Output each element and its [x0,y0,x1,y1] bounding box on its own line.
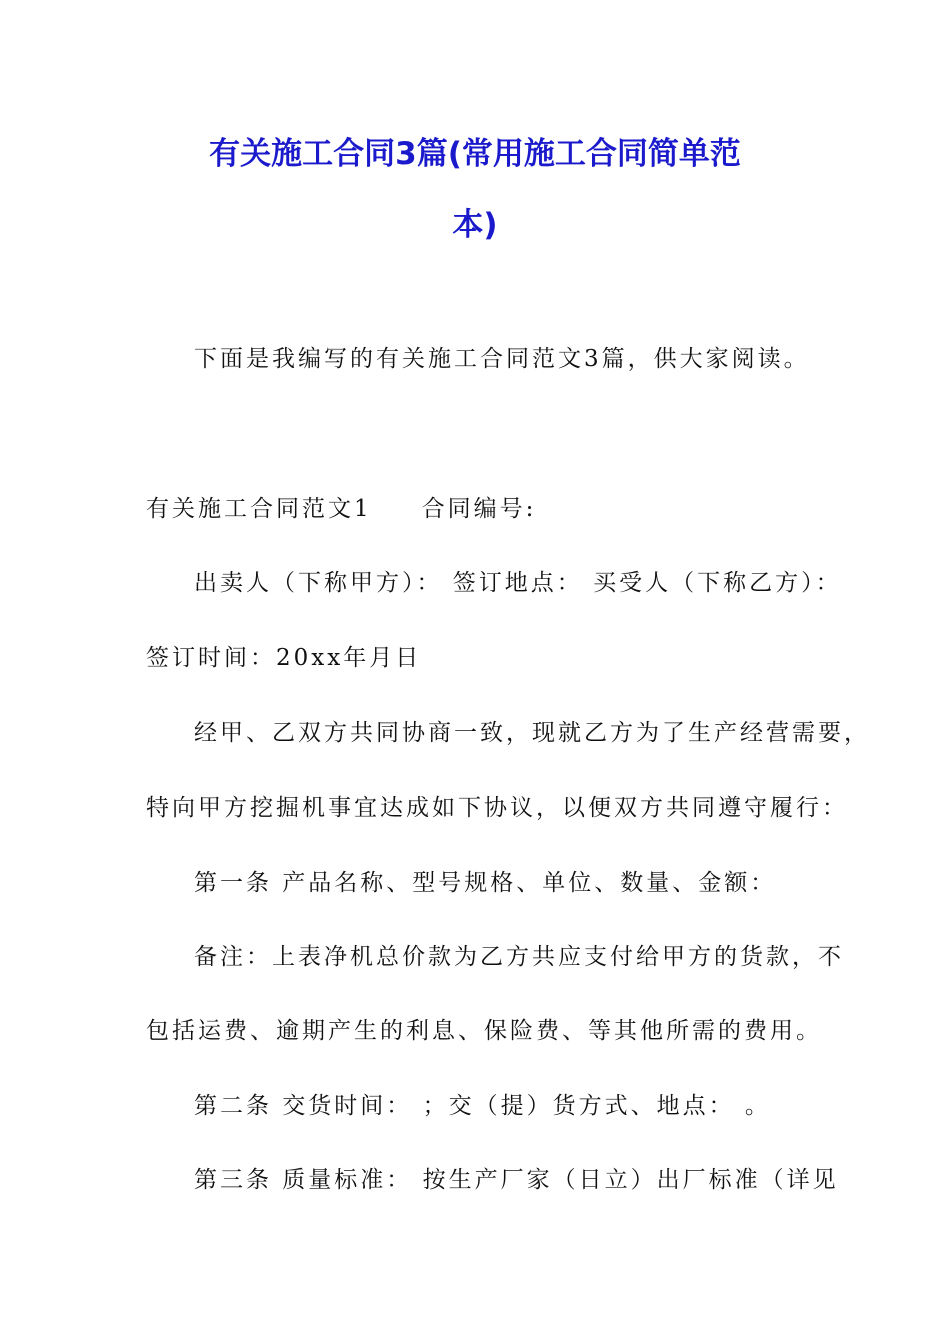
signing-time: 签订时间：20xx年月日 [146,645,422,671]
paragraph-1-line-1: 经甲、乙双方共同协商一致，现就乙方为了生产经营需要， [194,720,870,746]
section-heading-row [146,494,536,524]
remark-line-1: 备注：上表净机总价款为乙方共应支付给甲方的货款，不 [194,944,844,970]
parties-line: 出卖人（下称甲方）： 签订地点： 买受人（下称乙方）： [194,570,842,596]
section-heading: 有关施工合同范文1 [146,496,372,522]
contract-number-label: 合同编号: [421,496,537,522]
article-3: 第三条 质量标准： 按生产厂家（日立）出厂标准（详见 [194,1167,839,1193]
article-2: 第二条 交货时间： ；交（提）货方式、地点： 。 [194,1093,771,1119]
article-1: 第一条 产品名称、型号规格、单位、数量、金额： [194,870,777,896]
intro-paragraph: 下面是我编写的有关施工合同范文3篇，供大家阅读。 [194,346,810,372]
remark-line-2: 包括运费、逾期产生的利息、保险费、等其他所需的费用。 [146,1018,822,1044]
document-title-line-1: 有关施工合同3篇(常用施工合同简单范 [209,136,741,172]
document-title-line-2: 本) [452,207,498,243]
paragraph-1-line-2: 特向甲方挖掘机事宜达成如下协议，以便双方共同遵守履行： [146,795,848,821]
